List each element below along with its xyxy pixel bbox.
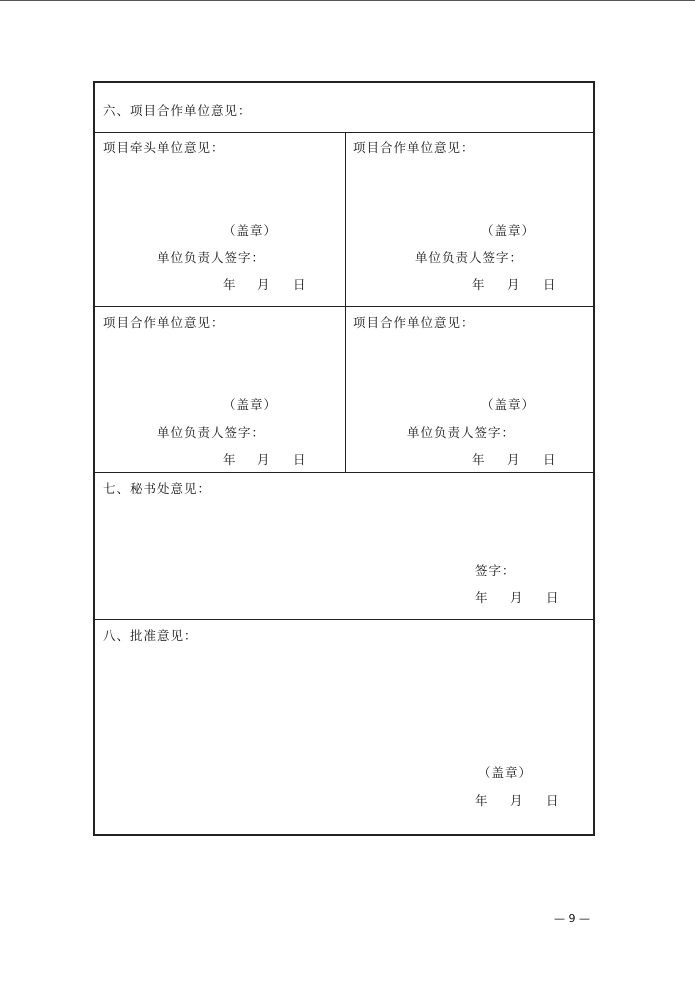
column-divider <box>345 132 346 473</box>
row-divider <box>95 132 593 133</box>
date-day: 日 <box>543 277 557 292</box>
date-year: 年 <box>223 277 237 292</box>
section6-title: 六、项目合作单位意见： <box>103 103 252 118</box>
seal-label: （盖章） <box>481 223 536 238</box>
date-day: 日 <box>543 452 557 467</box>
seal-label: （盖章） <box>478 765 533 780</box>
seal-label: （盖章） <box>223 397 278 412</box>
date-year: 年 <box>475 590 489 605</box>
cell-heading: 项目合作单位意见： <box>353 315 475 330</box>
sign-label: 签字： <box>475 563 516 578</box>
row-divider <box>95 306 593 307</box>
date-month: 月 <box>257 277 271 292</box>
section8-title: 八、批准意见： <box>103 628 198 643</box>
date-month: 月 <box>507 277 521 292</box>
date-month: 月 <box>510 590 524 605</box>
page-number: — 9 — <box>554 912 590 925</box>
row-divider <box>95 472 593 473</box>
date-year: 年 <box>223 452 237 467</box>
signer-label: 单位负责人签字： <box>407 425 516 440</box>
date-day: 日 <box>293 277 307 292</box>
date-day: 日 <box>546 590 560 605</box>
top-rule <box>0 0 695 1</box>
date-month: 月 <box>507 452 521 467</box>
date-month: 月 <box>510 793 524 808</box>
approval-form-table <box>93 81 595 836</box>
date-month: 月 <box>257 452 271 467</box>
row-divider <box>95 619 593 620</box>
cell-heading: 项目合作单位意见： <box>353 140 475 155</box>
cell-heading: 项目合作单位意见： <box>103 315 225 330</box>
date-year: 年 <box>472 452 486 467</box>
date-day: 日 <box>293 452 307 467</box>
seal-label: （盖章） <box>481 397 536 412</box>
signer-label: 单位负责人签字： <box>157 250 266 265</box>
signer-label: 单位负责人签字： <box>157 425 266 440</box>
seal-label: （盖章） <box>223 223 278 238</box>
date-day: 日 <box>546 793 560 808</box>
signer-label: 单位负责人签字： <box>415 250 524 265</box>
date-year: 年 <box>472 277 486 292</box>
cell-heading: 项目牵头单位意见： <box>103 140 225 155</box>
section7-title: 七、秘书处意见： <box>103 481 212 496</box>
date-year: 年 <box>475 793 489 808</box>
